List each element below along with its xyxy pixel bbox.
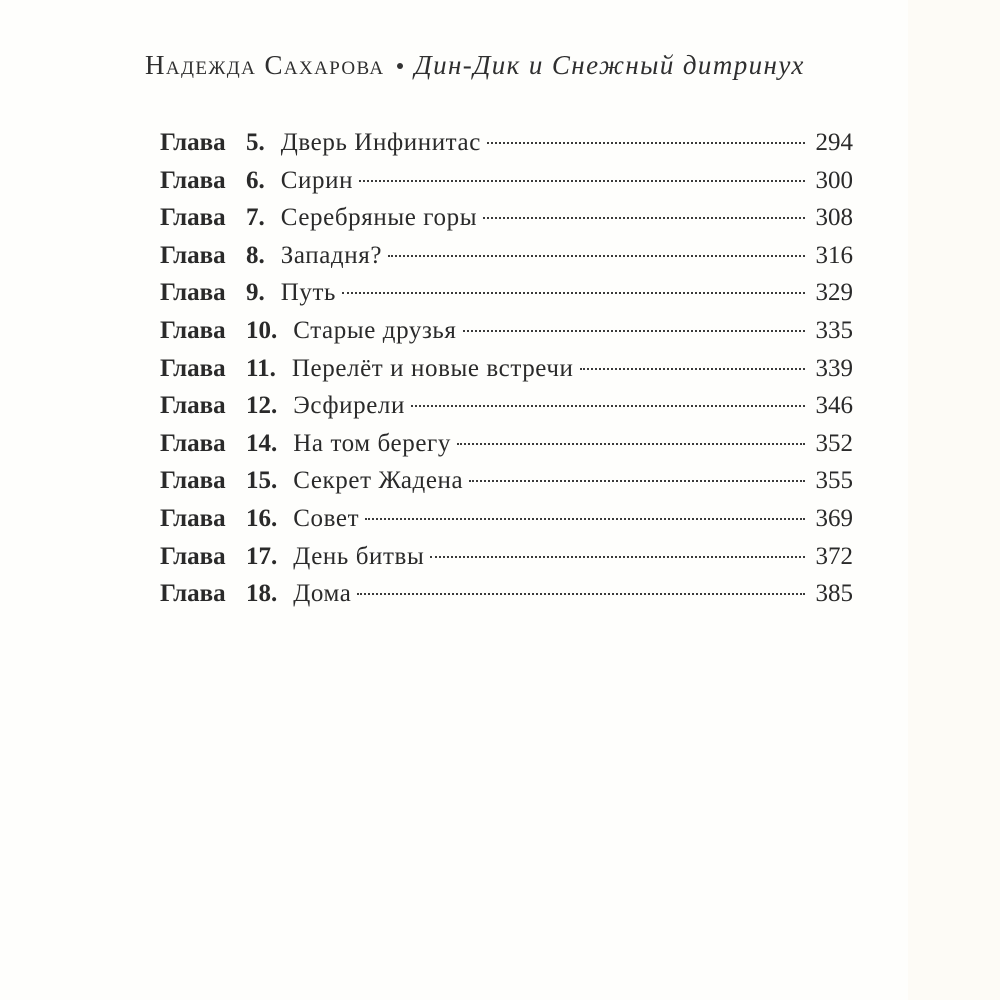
toc-chapter-number: 10. (246, 316, 278, 344)
toc-chapter-title: Сирин (280, 166, 354, 194)
toc-entry (160, 350, 853, 388)
toc-page-number: 300 (815, 166, 853, 194)
toc-chapter-label: Глава (160, 166, 226, 194)
toc-chapter-number: 7. (246, 204, 265, 232)
table-of-contents (160, 124, 853, 613)
toc-chapter-title: Секрет Жадена (293, 467, 464, 495)
running-head (145, 50, 855, 81)
toc-chapter-number: 9. (246, 279, 265, 307)
toc-chapter-number: 15. (246, 467, 278, 495)
toc-chapter-title: Западня? (280, 241, 383, 269)
toc-chapter-number: 17. (246, 542, 278, 570)
toc-chapter-label: Глава (160, 316, 226, 344)
toc-page-number: 335 (815, 316, 853, 344)
toc-chapter-title: Совет (293, 504, 360, 532)
toc-chapter-label: Глава (160, 279, 226, 307)
toc-leader-dots (457, 443, 805, 445)
toc-entry (160, 274, 853, 312)
toc-chapter-title: День битвы (293, 542, 425, 570)
toc-entry (160, 312, 853, 350)
toc-entry (160, 387, 853, 425)
toc-chapter-label: Глава (160, 580, 226, 608)
toc-chapter-label: Глава (160, 542, 226, 570)
toc-chapter-number: 16. (246, 504, 278, 532)
toc-leader-dots (342, 292, 805, 294)
toc-entry (160, 124, 853, 162)
running-head-title: Дин-Дик и Снежный дитринух (414, 50, 805, 80)
toc-chapter-label: Глава (160, 392, 226, 420)
toc-chapter-number: 6. (246, 166, 265, 194)
page-edge (908, 0, 1000, 1000)
toc-leader-dots (463, 330, 805, 332)
toc-page-number: 372 (815, 542, 853, 570)
toc-leader-dots (430, 556, 805, 558)
toc-page-number: 346 (815, 392, 853, 420)
toc-page-number: 294 (815, 129, 853, 156)
toc-chapter-label: Глава (160, 354, 226, 382)
toc-chapter-title: На том берегу (293, 429, 451, 457)
toc-leader-dots (483, 217, 805, 219)
toc-leader-dots (365, 518, 805, 520)
toc-page-number: 329 (815, 279, 853, 307)
toc-chapter-number: 5. (246, 129, 265, 156)
toc-chapter-number: 11. (246, 354, 276, 382)
toc-chapter-label: Глава (160, 129, 226, 156)
toc-entry (160, 199, 853, 237)
toc-chapter-label: Глава (160, 241, 226, 269)
toc-leader-dots (487, 142, 805, 144)
toc-page-number: 352 (815, 429, 853, 457)
separator-dot-icon (397, 63, 403, 69)
toc-chapter-label: Глава (160, 467, 226, 495)
toc-leader-dots (411, 405, 805, 407)
toc-page-number: 369 (815, 504, 853, 532)
toc-entry (160, 575, 853, 613)
toc-chapter-number: 18. (246, 580, 278, 608)
toc-page-number: 316 (815, 241, 853, 269)
toc-page-number: 385 (815, 580, 853, 608)
toc-entry (160, 500, 853, 538)
toc-entry (160, 162, 853, 200)
toc-chapter-title: Дверь Инфинитас (280, 129, 481, 156)
toc-entry (160, 538, 853, 576)
toc-chapter-title: Перелёт и новые встречи (291, 354, 574, 382)
toc-chapter-number: 12. (246, 392, 278, 420)
running-head-author: Надежда Сахарова (145, 50, 385, 80)
toc-chapter-title: Путь (280, 279, 337, 307)
toc-entry (160, 462, 853, 500)
toc-chapter-number: 8. (246, 241, 265, 269)
toc-chapter-label: Глава (160, 504, 226, 532)
toc-leader-dots (388, 255, 805, 257)
toc-chapter-label: Глава (160, 429, 226, 457)
toc-chapter-number: 14. (246, 429, 278, 457)
toc-chapter-label: Глава (160, 204, 226, 232)
toc-leader-dots (469, 480, 805, 482)
toc-entry (160, 237, 853, 275)
toc-chapter-title: Серебряные горы (280, 204, 478, 232)
toc-chapter-title: Эсфирели (293, 392, 405, 420)
toc-chapter-title: Старые друзья (293, 316, 457, 344)
toc-leader-dots (359, 180, 805, 182)
toc-leader-dots (580, 368, 805, 370)
toc-leader-dots (357, 593, 805, 595)
toc-chapter-title: Дома (293, 580, 352, 608)
toc-page-number: 355 (815, 467, 853, 495)
toc-entry (160, 425, 853, 463)
toc-page-number: 339 (815, 354, 853, 382)
toc-page-number: 308 (815, 204, 853, 232)
